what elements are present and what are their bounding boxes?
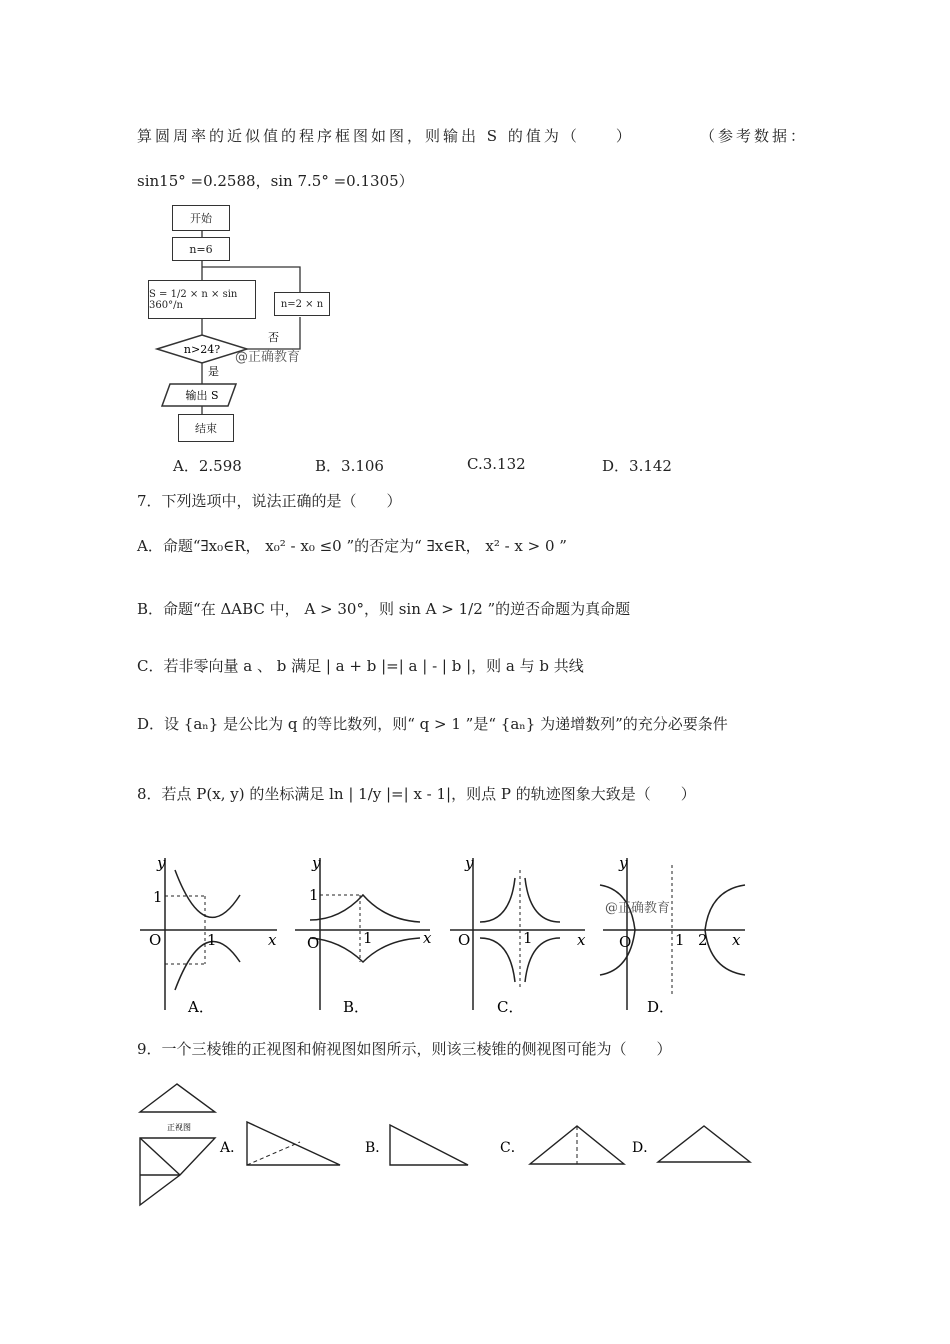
- graph-c-one-x: 1: [523, 929, 533, 947]
- flow-no-label: 否: [268, 331, 279, 344]
- flow-yes-label: 是: [208, 365, 219, 378]
- graph-b-label: B．: [343, 998, 370, 1016]
- graph-b-x-label: x: [423, 929, 432, 947]
- graph-a-one-y: 1: [153, 888, 163, 906]
- graph-a-label: A．: [188, 998, 214, 1016]
- q6-option-d: D．3.142: [602, 457, 672, 475]
- q6-reference-label: （参考数据：: [700, 127, 809, 145]
- q7-stem: 7．下列选项中，说法正确的是（ ）: [137, 492, 402, 510]
- flowchart-connectors: [140, 195, 370, 450]
- q7-option-d: D．设 {aₙ} 是公比为 q 的等比数列，则“ q > 1 ”是“ {aₙ} 为递增数列”的充分必要条件: [137, 715, 728, 733]
- graph-c-origin: O: [458, 931, 471, 949]
- q6-stem-line2: sin15° =0.2588，sin 7.5° =0.1305）: [137, 172, 414, 190]
- q9-option-b: B．: [365, 1140, 390, 1156]
- q6-option-a: A．2.598: [173, 457, 242, 475]
- graph-d-one-x: 1: [675, 931, 685, 949]
- q8-stem: 8．若点 P(x, y) 的坐标满足 ln | 1/y |=| x - 1|，则点 P 的轨迹图象大致是（ ）: [137, 785, 696, 803]
- flow-start: 开始: [172, 205, 230, 231]
- flow-init: n=6: [172, 237, 230, 261]
- graph-d-x-label: x: [732, 931, 741, 949]
- graph-a-one-x: 1: [207, 931, 217, 949]
- q9-option-a: A．: [220, 1140, 245, 1156]
- graph-d-two-x: 2: [698, 931, 708, 949]
- front-view-label: 正视图: [167, 1123, 191, 1132]
- graph-a-origin: O: [149, 931, 162, 949]
- graph-c-x-label: x: [577, 931, 586, 949]
- q7-option-b: B．命题“在 ΔABC 中， A > 30°，则 sin A > 1/2 ”的逆否命题为真命题: [137, 600, 631, 618]
- graph-a-y-label: y: [157, 854, 166, 872]
- q7-option-a: A．命题“∃x₀∈R， x₀² - x₀ ≤0 ”的否定为“ ∃x∈R， x² - x > 0 ”: [137, 537, 567, 555]
- q9-stem: 9．一个三棱锥的正视图和俯视图如图所示，则该三棱锥的侧视图可能为（ ）: [137, 1040, 672, 1058]
- graph-b-one-x: 1: [363, 929, 373, 947]
- q9-option-d: D．: [632, 1140, 658, 1156]
- graph-d-y-label: y: [619, 854, 628, 872]
- graph-a-x-label: x: [268, 931, 277, 949]
- q8-graphs: [135, 850, 755, 1020]
- graph-d-label: D．: [647, 998, 675, 1016]
- flow-update: n=2 × n: [274, 292, 330, 316]
- graph-c-y-label: y: [465, 854, 474, 872]
- q9-views: [135, 1080, 755, 1210]
- q6-option-b: B．3.106: [315, 457, 384, 475]
- q7-option-c: C．若非零向量 a 、 b 满足 | a + b |=| a | - | b |，则 a 与 b 共线: [137, 657, 584, 675]
- flow-end: 结束: [178, 414, 234, 442]
- q8-watermark: @正确教育: [605, 901, 671, 916]
- graph-d-origin: O: [619, 933, 632, 951]
- graph-b-one-y: 1: [309, 886, 319, 904]
- flow-condition: n>24?: [183, 343, 221, 356]
- flow-output: 输出 S: [185, 389, 219, 402]
- graph-b-origin: O: [307, 934, 320, 952]
- q6-stem-line1: 算圆周率的近似值的程序框图如图，则输出 S 的值为（ ）: [137, 127, 634, 145]
- q6-watermark: @正确教育: [235, 350, 301, 365]
- graph-b-y-label: y: [312, 854, 321, 872]
- flow-formula: S = 1/2 × n × sin 360°/n: [148, 280, 256, 319]
- q9-option-c: C．: [500, 1140, 525, 1156]
- graph-c-label: C．: [497, 998, 524, 1016]
- q6-option-c: C.3.132: [467, 455, 526, 473]
